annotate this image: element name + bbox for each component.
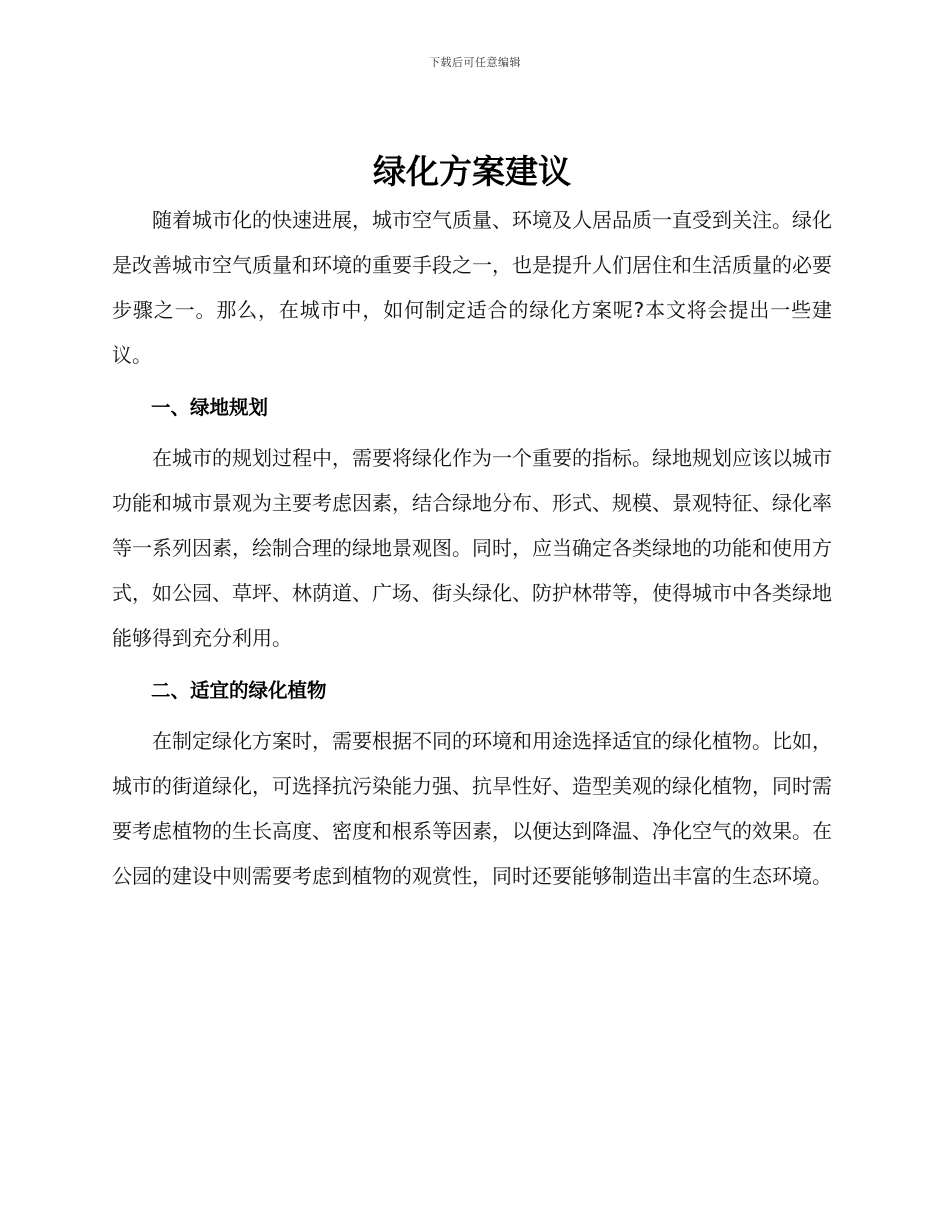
document-body (112, 148, 832, 899)
section-heading-green-space-planning: 一、绿地规划 (151, 396, 269, 419)
section-heading-suitable-plants: 二、适宜的绿化植物 (151, 679, 327, 702)
section-body-suitable-plants: 在制定绿化方案时，需要根据不同的环境和用途选择适宜的绿化植物。比如，城市的街道绿化，可选择抗污染能力强、抗旱性好、造型美观的绿化植物，同时需要考虑植物的生长高度、密度和根系等因素，以便达到降温、净化空气的效果。在公园的建设中则需要考虑到植物的观赏性，同时还要能够制造出丰富的生态环境。 (112, 729, 832, 888)
intro-paragraph: 随着城市化的快速进展，城市空气质量、环境及人居品质一直受到关注。绿化是改善城市空气质量和环境的重要手段之一，也是提升人们居住和生活质量的必要步骤之一。那么，在城市中，如何制定适合的绿化方案呢?本文将会提出一些建议。 (112, 208, 832, 367)
page-header-note: 下载后可任意编辑 (429, 56, 521, 69)
document-title: 绿化方案建议 (373, 152, 571, 191)
section-body-green-space-planning: 在城市的规划过程中，需要将绿化作为一个重要的指标。绿地规划应该以城市功能和城市景观为主要考虑因素，结合绿地分布、形式、规模、景观特征、绿化率等一系列因素，绘制合理的绿地景观图。同时，应当确定各类绿地的功能和使用方式，如公园、草坪、林荫道、广场、街头绿化、防护林带等，使得城市中各类绿地能够得到充分利用。 (112, 446, 832, 650)
